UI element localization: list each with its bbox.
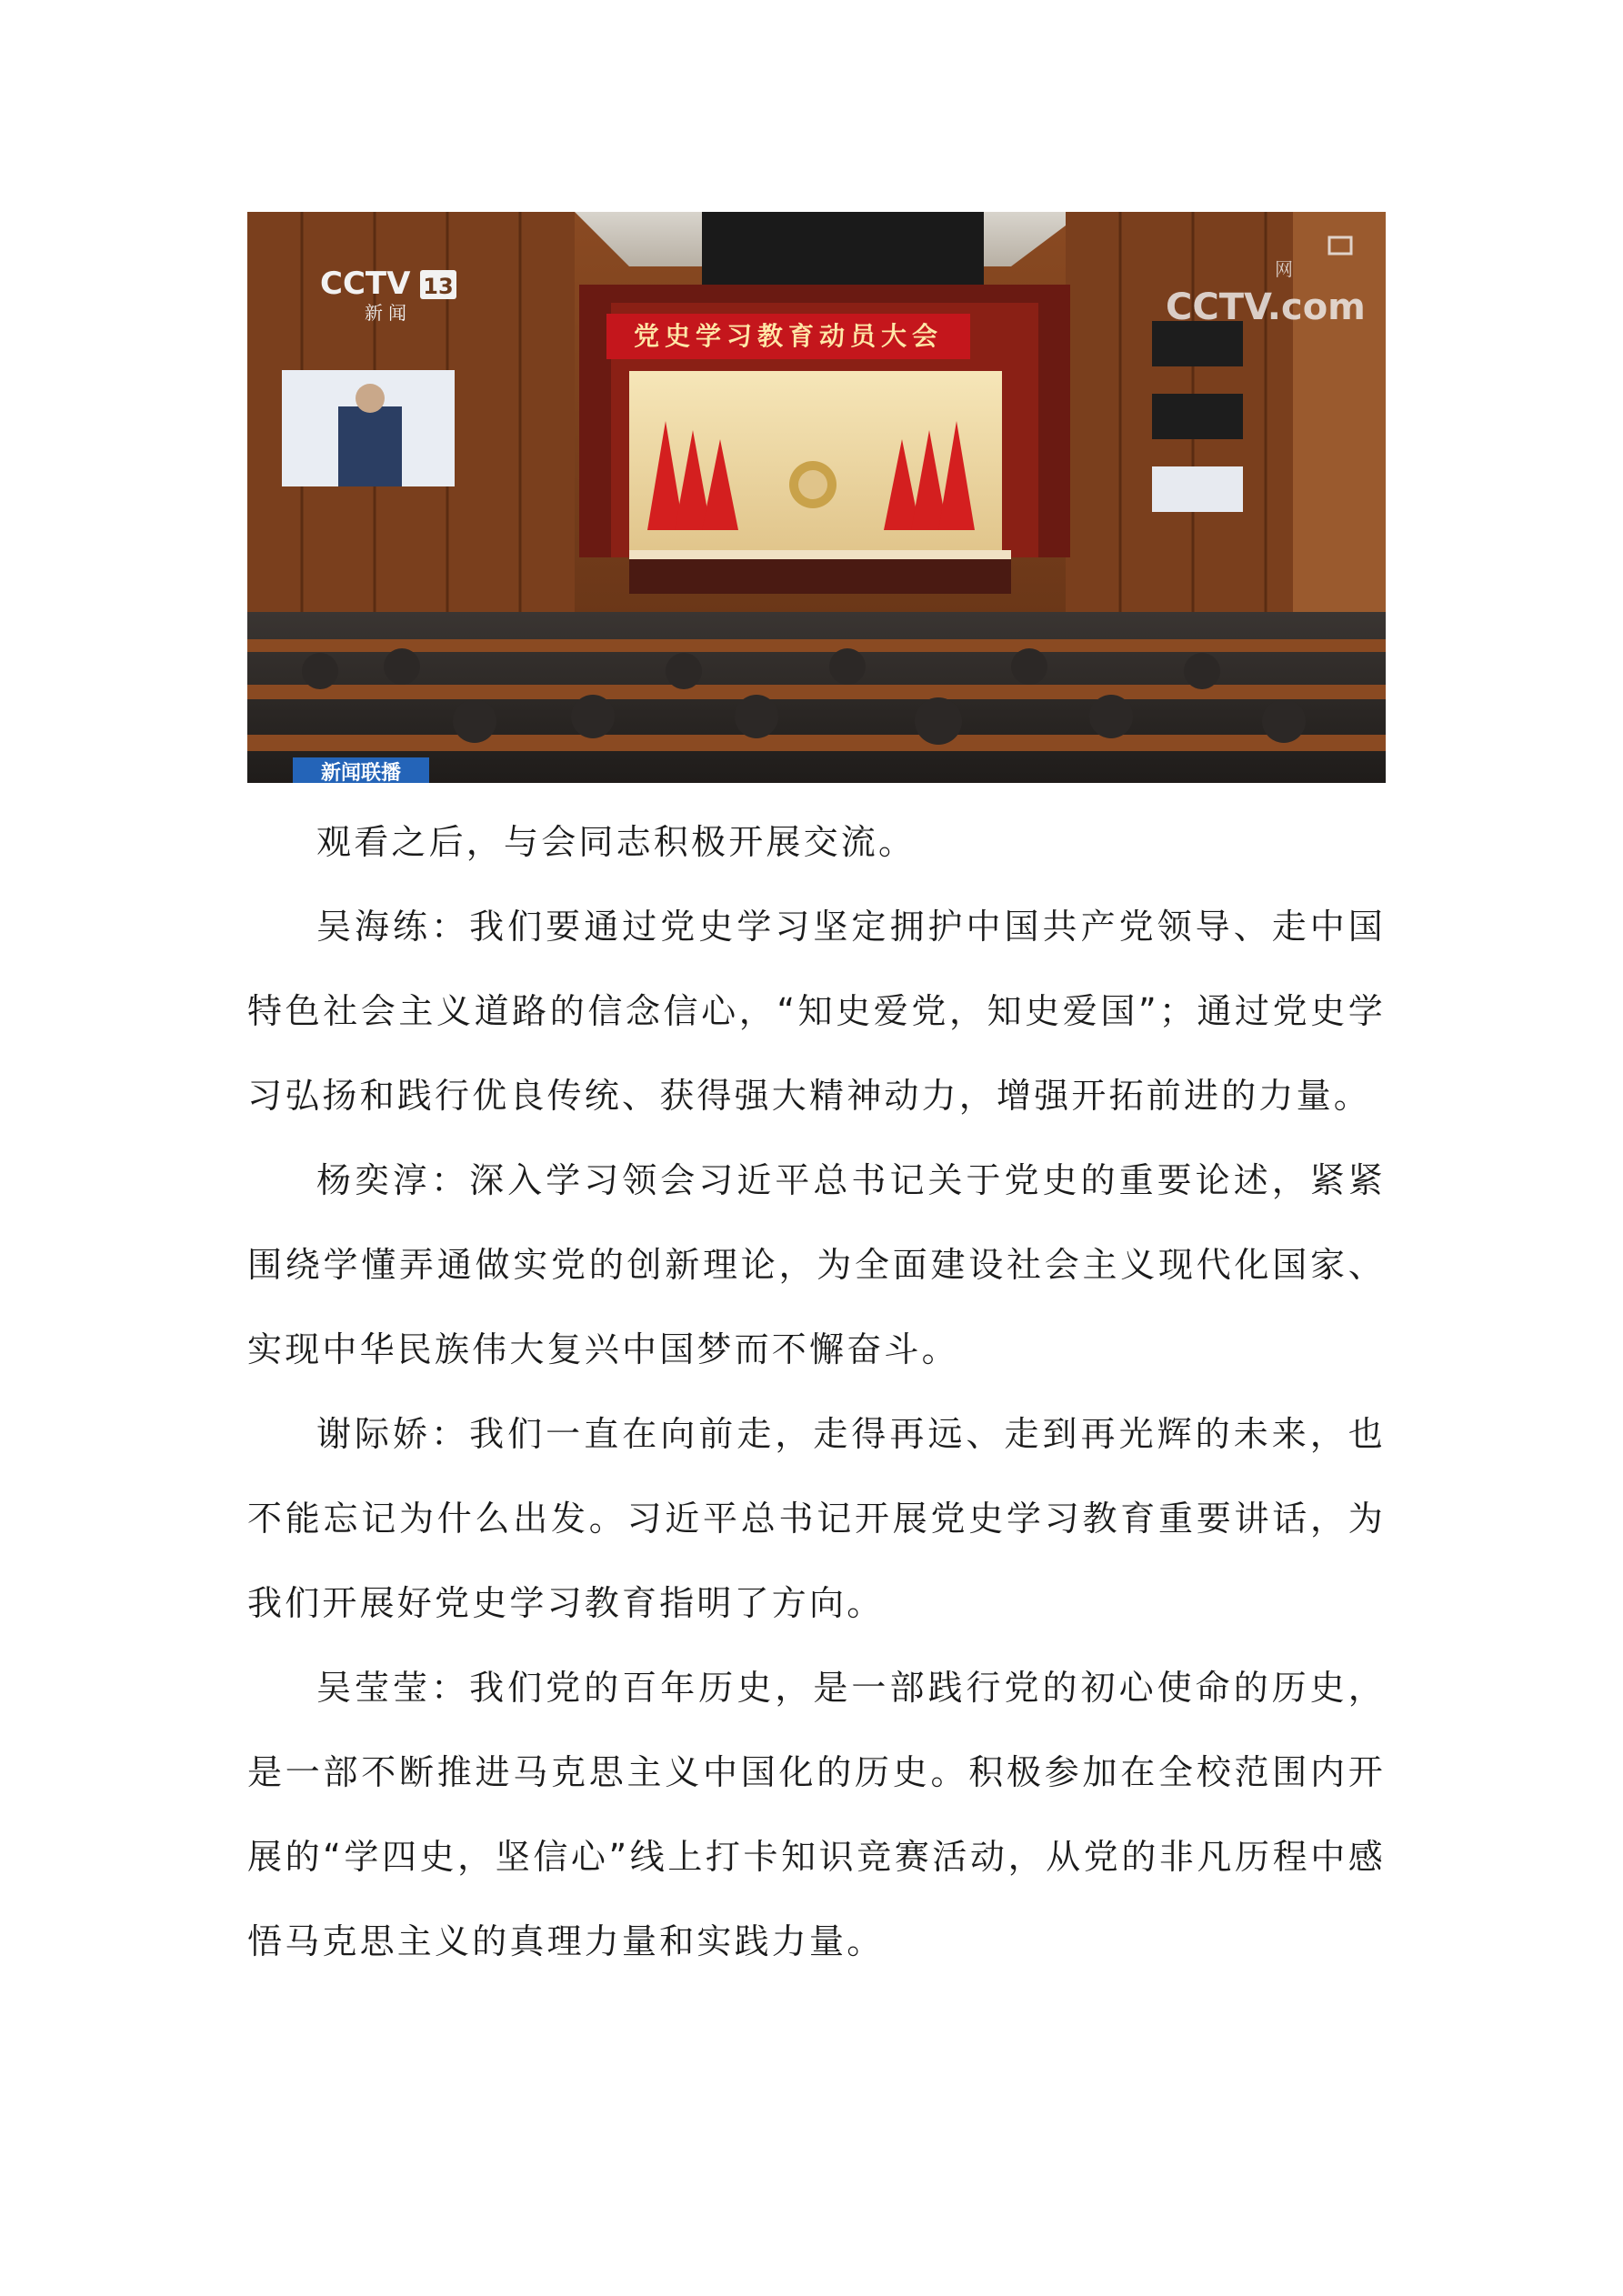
paragraph: 吴海练：我们要通过党史学习坚定拥护中国共产党领导、走中国特色社会主义道路的信念信心，“知史爱党，知史爱国”；通过党史学习弘扬和践行优良传统、获得强大精神动力，增强开拓前进的力量。 bbox=[247, 907, 1386, 1116]
banner-text: 党史学习教育动员大会 bbox=[633, 321, 944, 351]
svg-text:CCTV: CCTV bbox=[320, 266, 411, 302]
xinwen-lianbo-logo bbox=[293, 757, 429, 783]
paragraph: 吴莹莹：我们党的百年历史，是一部践行党的初心使命的历史，是一部不断推进马克思主义中国化的历史。积极参加在全校范围内开展的“学四史，坚信心”线上打卡知识竞赛活动，从党的非凡历程中感悟马克思主义的真理力量和实践力量。 bbox=[247, 1668, 1386, 1961]
conference-hall-image bbox=[247, 212, 1386, 783]
svg-text:新闻联播: 新闻联播 bbox=[320, 762, 402, 783]
svg-text:CCTV.com: CCTV.com bbox=[1166, 286, 1366, 328]
paragraph: 观看之后，与会同志积极开展交流。 bbox=[316, 822, 917, 862]
svg-text:新闻: 新闻 bbox=[365, 302, 412, 324]
article-body bbox=[247, 800, 1386, 1984]
news-photo bbox=[247, 212, 1386, 783]
paragraph: 谢际娇：我们一直在向前走，走得再远、走到再光辉的未来，也不能忘记为什么出发。习近平总书记开展党史学习教育重要讲话，为我们开展好党史学习教育指明了方向。 bbox=[247, 1414, 1386, 1623]
paragraph: 杨奕淳：深入学习领会习近平总书记关于党史的重要论述，紧紧围绕学懂弄通做实党的创新理论，为全面建设社会主义现代化国家、实现中华民族伟大复兴中国梦而不懈奋斗。 bbox=[247, 1160, 1386, 1369]
svg-text:13: 13 bbox=[423, 274, 454, 299]
svg-text:网: 网 bbox=[1275, 258, 1293, 280]
